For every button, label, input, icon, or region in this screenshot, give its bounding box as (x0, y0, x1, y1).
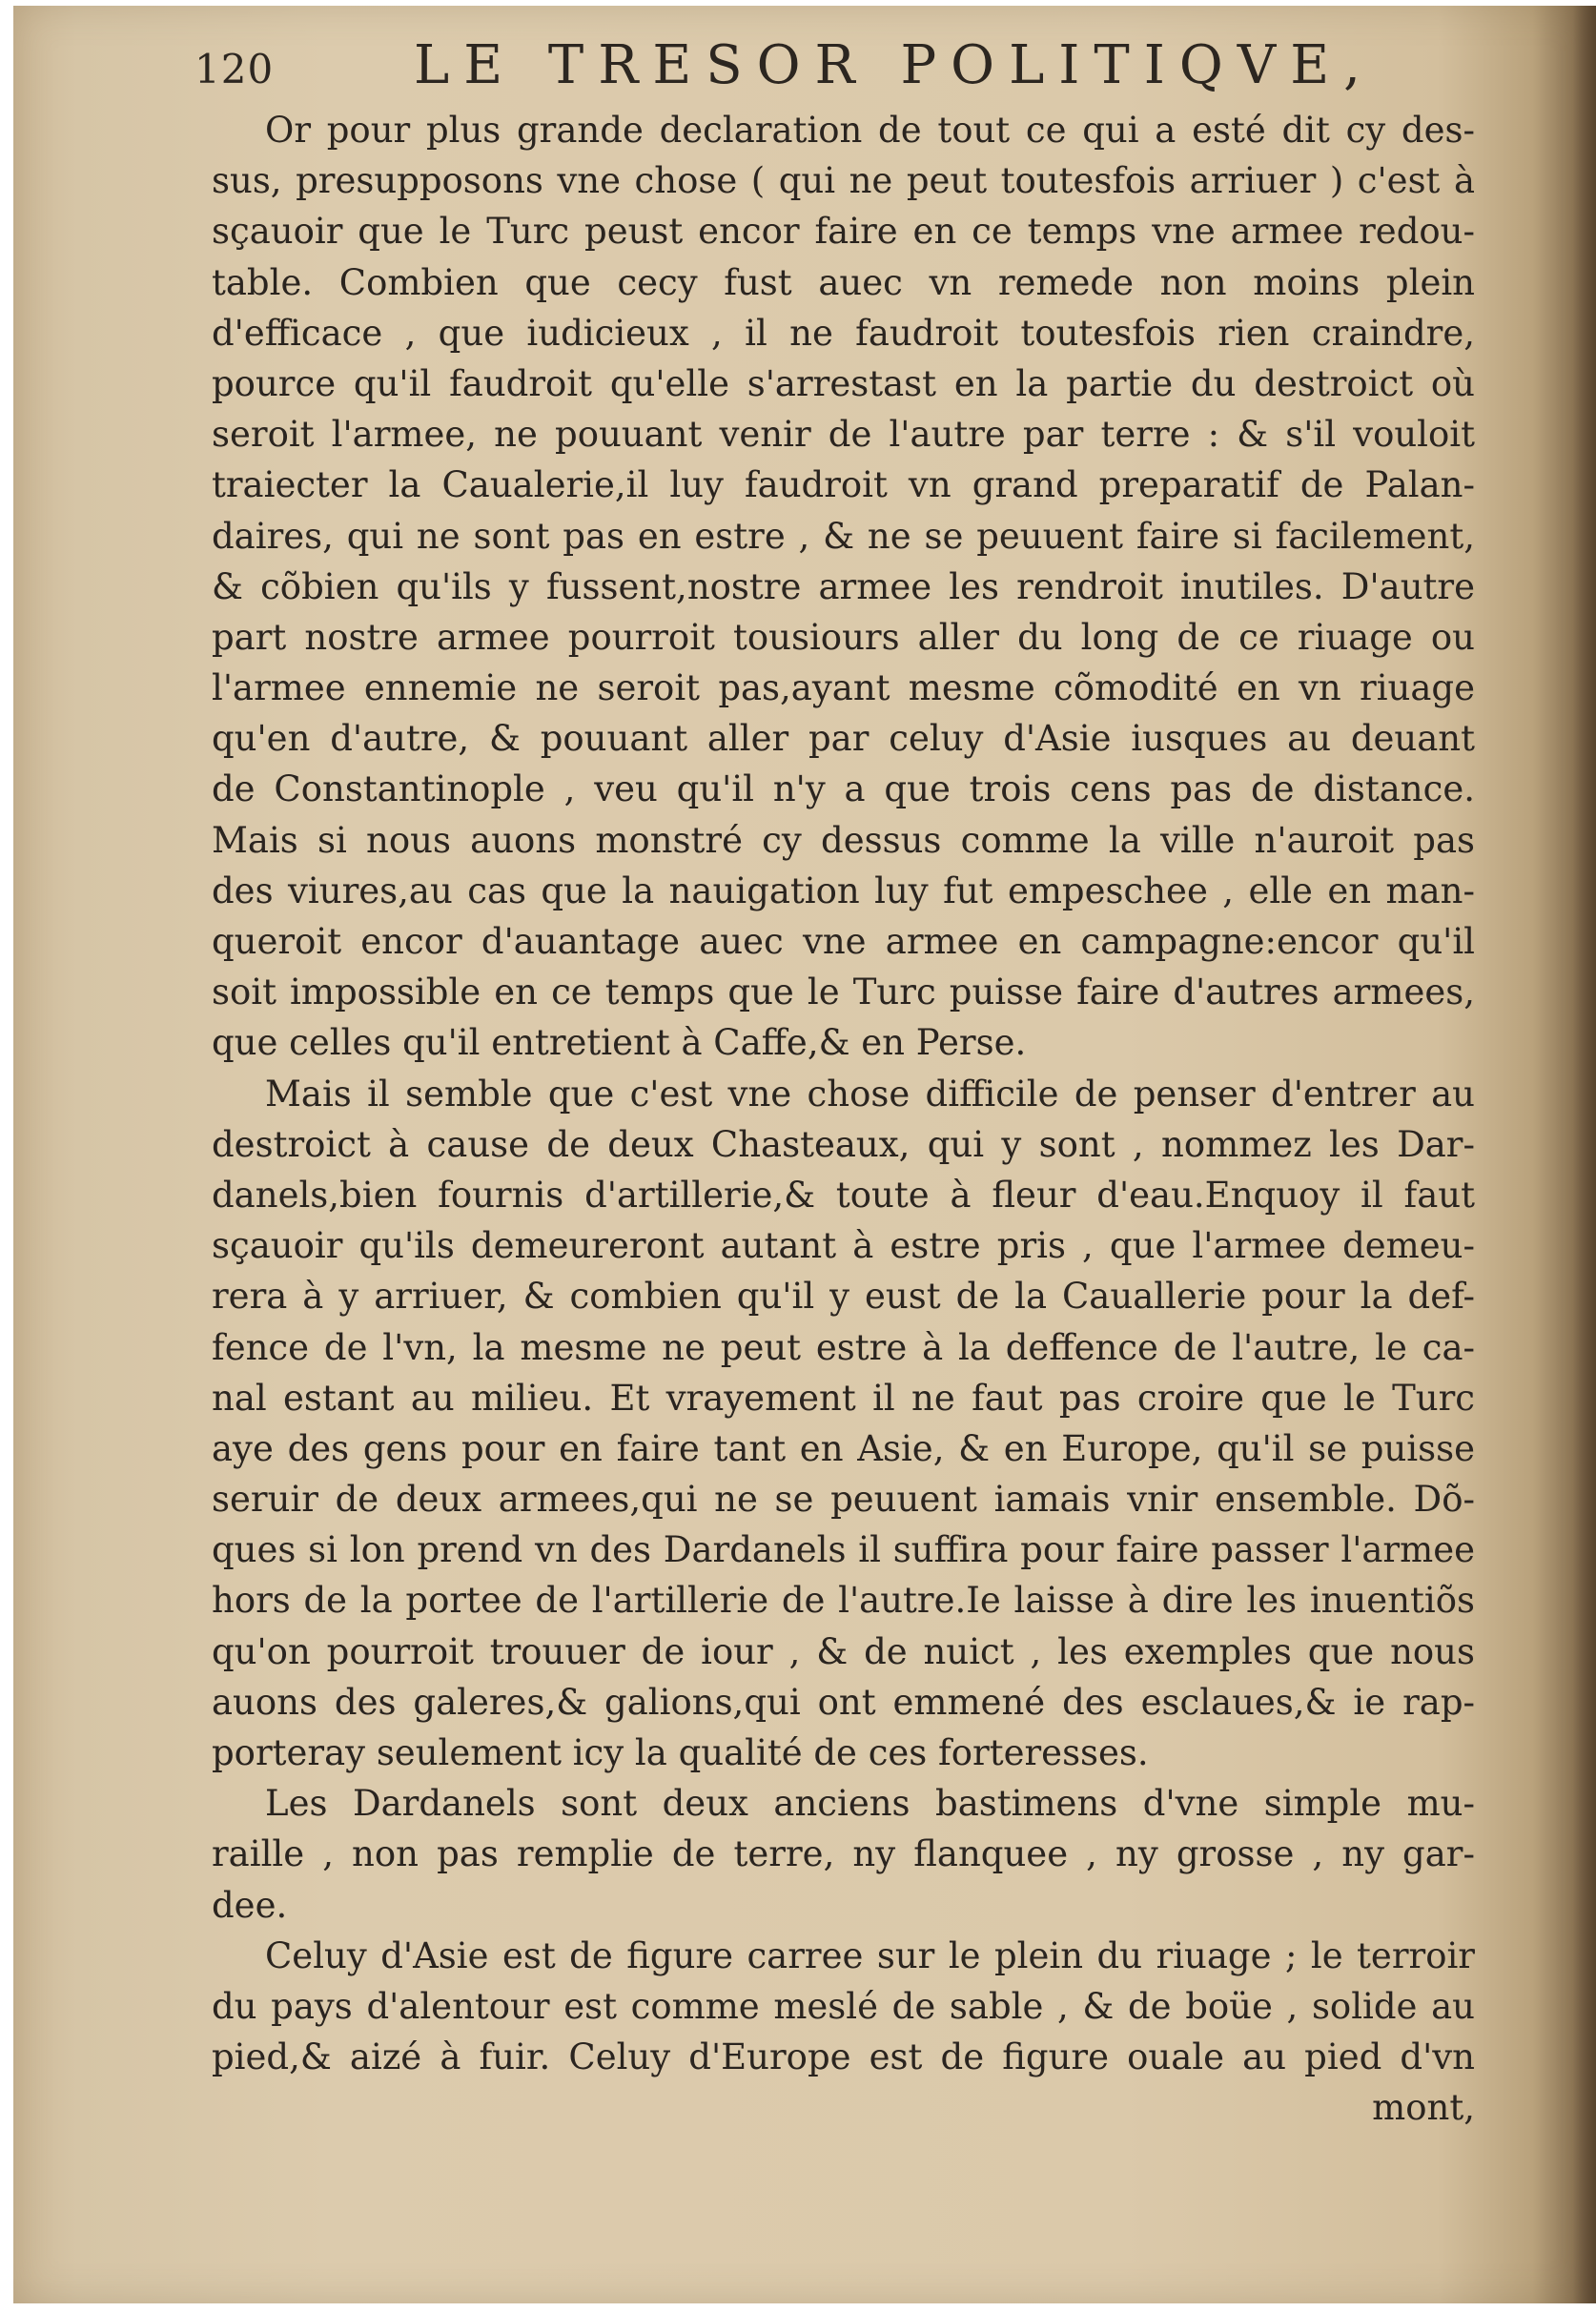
text-line: d'efficace , que iudicieux , il ne faudroit toutesfois rien craindre, (212, 312, 1475, 354)
text-line: l'armee ennemie ne seroit pas,ayant mesme cõmodité en vn riuage (212, 667, 1475, 709)
text-line: pource qu'il faudroit qu'elle s'arrestast en la partie du destroict où (212, 362, 1475, 404)
text-line: danels,bien fournis d'artillerie,& toute à fleur d'eau.Enquoy il faut (212, 1174, 1475, 1216)
text-line: sçauoir que le Turc peust encor faire en ce temps vne armee redou- (212, 211, 1475, 253)
text-line: traiecter la Caualerie,il luy faudroit vn grand preparatif de Palan- (212, 464, 1475, 506)
text-line: Mais il semble que c'est vne chose difficile de penser d'entrer au (265, 1073, 1475, 1115)
text-line: hors de la portee de l'artillerie de l'autre.Ie laisse à dire les inuentiõs (212, 1580, 1475, 1622)
page-number: 120 (194, 46, 275, 92)
text-line: porteray seulement icy la qualité de ces forteresses. (212, 1732, 1149, 1773)
text-line: qu'en d'autre, & pouuant aller par celuy d'Asie iusques au deuant (212, 718, 1475, 760)
page-header (194, 34, 1491, 101)
text-line: qu'on pourroit trouuer de iour , & de nuict , les exemples que nous (212, 1630, 1475, 1672)
text-line: auons des galeres,& galions,qui ont emmené des esclaues,& ie rap- (212, 1681, 1475, 1723)
text-line: part nostre armee pourroit tousiours aller du long de ce riuage ou (212, 616, 1475, 658)
text-line: nal estant au milieu. Et vrayement il ne faut pas croire que le Turc (212, 1377, 1475, 1419)
text-line: des viures,au cas que la nauigation luy fut empeschee , elle en man- (212, 870, 1475, 911)
text-line: sus, presupposons vne chose ( qui ne peut toutesfois arriuer ) c'est à (212, 160, 1475, 202)
page-gutter-shadow (1573, 6, 1596, 2303)
text-line: seroit l'armee, ne pouuant venir de l'autre par terre : & s'il vouloit (212, 414, 1475, 456)
book-page (13, 6, 1596, 2303)
text-line: Mais si nous auons monstré cy dessus comme la ville n'auroit pas (212, 819, 1475, 861)
text-line: fence de l'vn, la mesme ne peut estre à la deffence de l'autre, le ca- (212, 1326, 1475, 1368)
text-line: Celuy d'Asie est de figure carree sur le plein du riuage ; le terroir (265, 1934, 1475, 1976)
catchword: mont, (1372, 2087, 1475, 2129)
text-line: table. Combien que cecy fust auec vn remede non moins plein (212, 261, 1475, 303)
text-line: du pays d'alentour est comme meslé de sable , & de boüe , solide au (212, 1985, 1475, 2027)
text-line: soit impossible en ce temps que le Turc puisse faire d'autres armees, (212, 972, 1475, 1013)
text-line: seruir de deux armees,qui ne se peuuent iamais vnir ensemble. Dõ- (212, 1479, 1475, 1521)
text-line: queroit encor d'auantage auec vne armee en campagne:encor qu'il (212, 921, 1475, 962)
text-line: ques si lon prend vn des Dardanels il suffira pour faire passer l'armee (212, 1529, 1475, 1571)
text-line: que celles qu'il entretient à Caffe,& en Perse. (212, 1022, 1027, 1064)
text-line: raille , non pas remplie de terre, ny flanquee , ny grosse , ny gar- (212, 1833, 1475, 1875)
body-text (212, 105, 1475, 2134)
text-line: dee. (212, 1884, 288, 1926)
text-line: sçauoir qu'ils demeureront autant à estre pris , que l'armee demeu- (212, 1225, 1475, 1267)
text-line: Or pour plus grande declaration de tout ce qui a esté dit cy des- (265, 110, 1475, 151)
text-line: daires, qui ne sont pas en estre , & ne se peuuent faire si facilement, (212, 515, 1475, 557)
text-line: pied,& aizé à fuir. Celuy d'Europe est de figure ouale au pied d'vn (212, 2036, 1475, 2078)
text-line: rera à y arriuer, & combien qu'il y eust de la Cauallerie pour la def- (212, 1276, 1475, 1318)
text-line: aye des gens pour en faire tant en Asie, & en Europe, qu'il se puisse (212, 1427, 1475, 1469)
text-line: & cõbien qu'ils y fussent,nostre armee les rendroit inutiles. D'autre (212, 565, 1475, 607)
text-line: de Constantinople , veu qu'il n'y a que trois cens pas de distance. (212, 768, 1475, 810)
running-title: LE TRESOR POLITIQVE, (414, 34, 1375, 96)
text-line: Les Dardanels sont deux anciens bastimens d'vne simple mu- (265, 1783, 1475, 1825)
text-line: destroict à cause de deux Chasteaux, qui y sont , nommez les Dar- (212, 1123, 1475, 1165)
